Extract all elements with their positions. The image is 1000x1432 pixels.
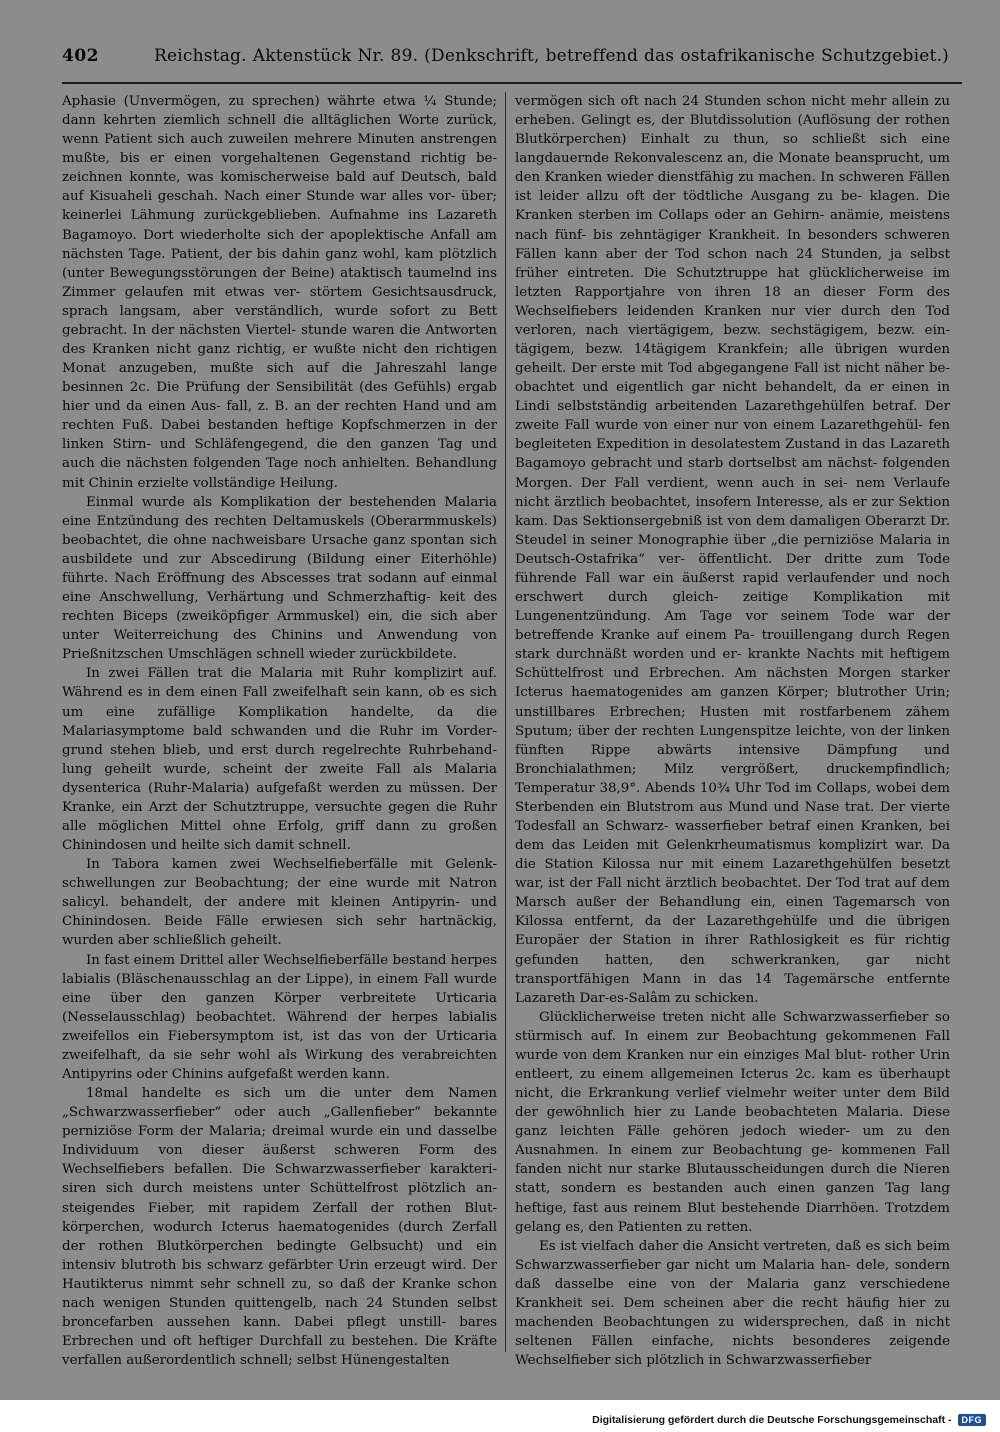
paragraph: Aphasie (Unvermögen, zu sprechen) währte etwa ¼ Stunde; dann kehrten ziemlich schnell die alltäglichen Worte zurück, wenn Patient sich auch zuweilen mehrere Minuten anstrengen mußte, bis er einen vorgehaltenen Gegenstand richtig be- zeichnen konnte, was komischerweise bald auf Deutsch, bald auf Kisuaheli geschah. Nach einer Stunde war alles vor- über; keinerlei Lähmung zurückgeblieben. Aufnahme ins Lazareth Bagamoyo. Dort wiederholte sich der apoplektische Anfall am nächsten Tage. Patient, der bis dahin ganz wohl, kam plötzlich (unter Bewegungsstörungen der Beine) ataktisch taumelnd ins Zimmer gelaufen mit etwas ver- störtem Gesichtsausdruck, sprach langsam, aber verständlich, wurde sofort zu Bett gebracht. In der nächsten Viertel- stunde waren die Antworten des Kranken nicht ganz richtig, er wußte nicht den richtigen Monat anzugeben, mußte sich auf die Jahreszahl lange besinnen 2c. Die Prüfung der Sensibilität (des Gefühls) ergab hier und da einen Aus- fall, z. B. an der rechten Hand und am rechten Fuß. Dabei bestanden heftige Kopfschmerzen in der linken Stirn- und Schläfengegend, die den ganzen Tag und auch die nächsten folgenden Tage noch anhielten. Behandlung mit Chinin erzielte vollständige Heilung. (62, 94, 497, 491)
digitization-footer (592, 1410, 986, 1430)
paragraph: In zwei Fällen trat die Malaria mit Ruhr komplizirt auf. Während es in dem einen Fall zweifelhaft sein kann, ob es sich um eine zufällige Komplikation handelte, da die Malariasymptome bald schwanden und die Ruhr im Vorder- grund stehen blieb, und erst durch regelrechte Ruhrbehand- lung geheilt wurde, scheint der zweite Fall als Malaria dysenterica (Ruhr-Malaria) aufgefaßt werden zu müssen. Der Kranke, ein Arzt der Schutztruppe, versuchte gegen die Ruhr alle möglichen Mittel ohne Erfolg, griff dann zu großen Chinindosen und heilte sich damit schnell. (62, 666, 497, 854)
paragraph: Glücklicherweise treten nicht alle Schwarzwasserfieber so stürmisch auf. In einem zur Beobachtung gekommenen Fall wurde von dem Kranken nur ein einziges Mal blut- rother Urin entleert, zu einem allgemeinen Icterus 2c. kam es überhaupt nicht, die Erkrankung verlief vielmehr weiter unter dem Bild der gewöhnlich hier zu Lande beobachteten Malaria. Diese ganz leichten Fälle gehören jedoch wieder- um zu den Ausnahmen. In einem zur Beobachtung ge- kommenen Fall fanden nicht nur starke Blutausscheidungen durch die Nieren statt, sondern es bestanden auch einen ganzen Tag lang heftige, fast aus reinem Blut bestehende Diarrhöen. Trotzdem gelang es, den Patienten zu retten. (515, 1009, 950, 1235)
left-column (62, 92, 497, 1369)
paragraph: 18mal handelte es sich um die unter dem Namen „Schwarzwasserfieber“ oder auch „Gallenfieber“ bekannte perniziöse Form der Malaria; dreimal wurde ein und dasselbe Individuum von dieser äußerst schweren Form des Wechselfiebers befallen. Die Schwarzwasserfieber karakteri- siren sich durch meistens unter Schüttelfrost plötzlich an- steigendes Fieber, mit rapidem Zerfall der rothen Blut- körperchen, wodurch Icterus haematogenides (durch Zerfall der rothen Blutkörperchen bedingte Gelbsucht) und ein intensiv blutroth bis schwarz gefärbter Urin erzeugt wird. Der Hautikterus nimmt sehr schnell zu, so daß der Kranke schon nach wenigen Stunden quittengelb, nach 24 Stunden selbst broncefarben aussehen kann. Dabei pflegt unstill- bares Erbrechen und oft heftiger Durchfall zu bestehen. Die Kräfte verfallen außerordentlich schnell; selbst Hünengestalten (62, 1086, 497, 1369)
page-title: Reichstag. Aktenstück Nr. 89. (Denkschrift, betreffend das ostafrikanische Schutzgebiet.) (154, 46, 949, 66)
page-header (62, 44, 962, 78)
paragraph: Einmal wurde als Komplikation der bestehenden Malaria eine Entzündung des rechten Deltamuskels (Oberarmmuskels) beobachtet, die ohne nachweisbare Ursache ganz spontan sich ausbildete und zur Abscedirung (Bildung einer Eiterhöhle) führte. Nach Eröffnung des Abscesses trat sodann auf einmal eine Anschwellung, Verhärtung und Schmerzhaftig- keit des rechten Biceps (zweiköpfiger Armmuskel) ein, die sich aber unter Weiterreichung des Chinins und Anwendung von Prießnitzschen Umschlägen schnell wieder zurückbildete. (62, 494, 497, 663)
right-column (515, 92, 950, 1369)
column-divider (505, 92, 506, 1352)
footer-text: Digitalisierung gefördert durch die Deutsche Forschungsgemeinschaft - (592, 1414, 952, 1426)
dfg-logo-icon: DFG (958, 1414, 987, 1426)
paragraph: In Tabora kamen zwei Wechselfieberfälle mit Gelenk- schwellungen zur Beobachtung; der eine wurde mit Natron salicyl. behandelt, der andere mit kleinen Antipyrin- und Chinindosen. Beide Fälle erwiesen sich sehr hartnäckig, wurden aber schließlich geheilt. (62, 857, 497, 949)
header-rule (62, 82, 962, 84)
page-number: 402 (62, 46, 99, 66)
paragraph: In fast einem Drittel aller Wechselfieberfälle bestand herpes labialis (Bläschenausschlag an der Lippe), in einem Fall wurde eine über den ganzen Körper verbreitete Urticaria (Nesselausschlag) beobachtet. Während der herpes labialis zweifellos ein Fiebersymptom ist, ist das von der Urticaria zweifelhaft, da sie sehr wohl als Wirkung des verabreichten Antipyrins oder Chinins aufgefaßt werden kann. (62, 952, 497, 1082)
paragraph: Es ist vielfach daher die Ansicht vertreten, daß es sich beim Schwarzwasserfieber gar nicht um Malaria han- dele, sondern daß dasselbe eine von der Malaria ganz verschiedene Krankheit sei. Dem scheinen aber die recht häufig hier zu machenden Beobachtungen zu widersprechen, daß in nicht seltenen Fällen einfache, nichts besonderes zeigende Wechselfieber sich plötzlich in Schwarzwasserfieber (515, 1238, 950, 1369)
paragraph: vermögen sich oft nach 24 Stunden schon nicht mehr allein zu erheben. Gelingt es, der Blutdissolution (Auflösung der rothen Blutkörperchen) Einhalt zu thun, so schließt sich eine langdauernde Rekonvalescenz an, die Monate beansprucht, um den Kranken wieder dienstfähig zu machen. In schweren Fällen ist leider allzu oft der tödtliche Ausgang zu be- klagen. Die Kranken sterben im Collaps oder an Gehirn- anämie, meistens nach fünf- bis zehntägiger Krankheit. In besonders schweren Fällen kann aber der Tod schon nach 24 Stunden, ja selbst früher eintreten. Die Schutztruppe hat glücklicherweise im letzten Rapportjahre von ihren 18 an dieser Form des Wechselfiebers leidenden Kranken nur vier durch den Tod verloren, nach viertägigem, bezw. sechstägigem, bezw. ein- tägigem, bezw. 14tägigem Krankfein; alle übrigen wurden geheilt. Der erste mit Tod abgegangene Fall ist nicht näher be- obachtet und eigentlich gar nicht behandelt, da er einen in Lindi selbstständig arbeitenden Lazarethgehülfen betraf. Der zweite Fall wurde von einer nur von einem Lazarethgehül- fen begleiteten Expedition in desolatestem Zustand in das Lazareth Bagamoyo gebracht und starb dortselbst am nächst- folgenden Morgen. Der Fall verdient, wenn auch in sei- nem Verlaufe nicht ärztlich beobachtet, insofern Interesse, als er zur Sektion kam. Das Sektionsergebniß ist von dem damaligen Oberarzt Dr. Steudel in seiner Monographie über „die perniziöse Malaria in Deutsch-Ostafrika“ ver- öffentlicht. Der dritte zum Tode führende Fall war ein äußerst rapid verlaufender und noch erschwert durch gleich- zeitige Komplikation mit Lungenentzündung. Am Tage vor seinem Tode war der betreffende Kranke auf einem Pa- trouillengang durch Regen stark durchnäßt worden und er- krankte Nachts mit heftigem Schüttelfrost und Erbrechen. Am nächsten Morgen starker Icterus haematogenides am ganzen Körper; blutrother Urin; unstillbares Erbrechen; Husten mit rostfarbenem zähem Sputum; über der rechten Lungenspitze leichte, von der linken fünften Rippe abwärts intensive Dämpfung und Bronchialathmen; Milz vergrößert, druckempfindlich; Temperatur 38,9°. Abends 10¾ Uhr Tod im Collaps, wobei dem Sterbenden ein Blutstrom aus Mund und Nase trat. Der vierte Todesfall an Schwarz- wasserfieber betraf einen Kranken, bei dem das Leiden mit Gelenkrheumatismus komplizirt war. Da die Station Kilossa nur mit einem Lazarethgehülfen besetzt war, ist der Fall nicht ärztlich beobachtet. Der Tod trat auf dem Marsch außer der Behandlung ein, einen Tagemarsch von Kilossa entfernt, da der Lazarethgehülfe und die übrigen Europäer der Station in ihrer Rathlosigkeit es für richtig gefunden hatten, den schwerkranken, gar nicht transportfähigen Mann in das 14 Tagemärsche entfernte Lazareth Dar-es-Salâm zu schicken. (515, 94, 950, 1006)
